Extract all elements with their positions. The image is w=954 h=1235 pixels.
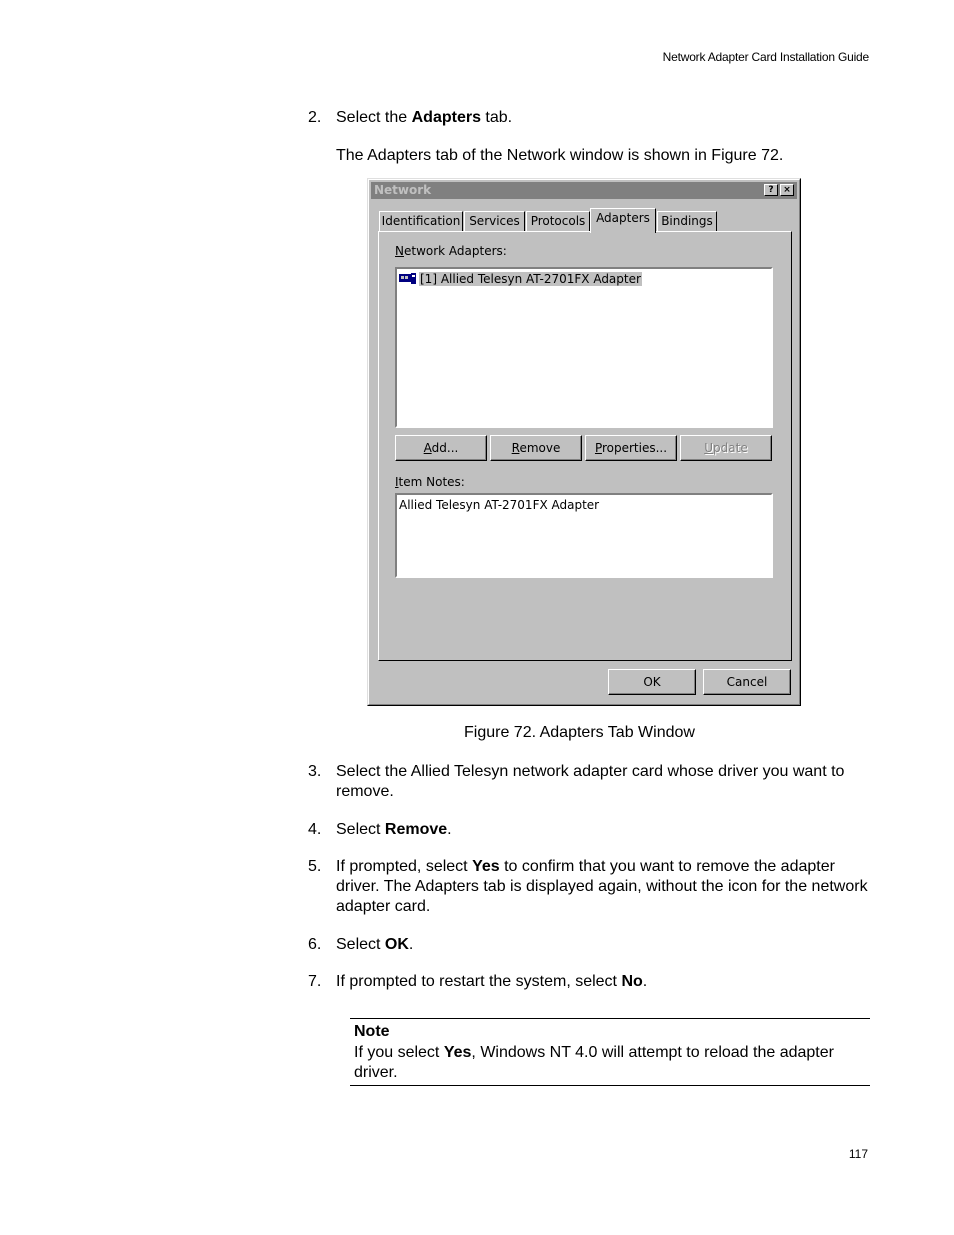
- item-notes-label: Item Notes:: [395, 475, 465, 489]
- step-number: 5.: [308, 858, 322, 875]
- step-text: Select Remove.: [336, 821, 452, 838]
- item-notes-text: Allied Telesyn AT-2701FX Adapter: [399, 498, 600, 512]
- properties-button[interactable]: Properties...: [585, 435, 677, 461]
- adapter-name: [1] Allied Telesyn AT-2701FX Adapter: [420, 272, 641, 286]
- step-2-description: The Adapters tab of the Network window is shown in Figure 72.: [336, 147, 784, 164]
- remove-button[interactable]: Remove: [490, 435, 582, 461]
- window-title: Network: [374, 183, 432, 197]
- figure-caption: Figure 72. Adapters Tab Window: [464, 724, 695, 741]
- step-text: Select OK.: [336, 936, 414, 953]
- tab-bindings[interactable]: Bindings: [657, 211, 717, 231]
- add-button[interactable]: Add...: [395, 435, 487, 461]
- step-number: 6.: [308, 936, 322, 953]
- running-header: Network Adapter Card Installation Guide: [662, 50, 869, 64]
- step-text: If prompted to restart the system, select No.: [336, 973, 648, 990]
- tab-identification[interactable]: Identification: [379, 211, 463, 231]
- page-number: 117: [848, 1147, 868, 1161]
- tab-protocols[interactable]: Protocols: [526, 211, 590, 231]
- network-adapters-list[interactable]: [395, 267, 773, 428]
- step-number: 4.: [308, 821, 322, 838]
- window-titlebar[interactable]: [371, 182, 797, 199]
- update-button: Update: [680, 435, 772, 461]
- step-text: If prompted, select Yes to confirm that you want to remove the adapter driver. The Adapters tab is displayed again, without the icon for the network adapter card.: [336, 858, 868, 915]
- tab-adapters[interactable]: Adapters: [590, 208, 656, 233]
- list-item-adapter[interactable]: [399, 271, 642, 287]
- step-text: Select the Allied Telesyn network adapter card whose driver you want to remove.: [336, 763, 845, 800]
- help-button[interactable]: ?: [764, 184, 778, 196]
- close-button[interactable]: ×: [780, 184, 794, 196]
- step-number: 3.: [308, 763, 322, 780]
- note-title: Note: [354, 1023, 390, 1040]
- item-notes-box: [395, 493, 773, 578]
- tab-services[interactable]: Services: [464, 211, 525, 231]
- step-number: 7.: [308, 973, 322, 990]
- note-box: [350, 1018, 870, 1086]
- network-window: [367, 178, 801, 706]
- step-number: 2.: [308, 109, 322, 126]
- network-adapters-label: Network Adapters:: [395, 244, 507, 258]
- step-text: Select the Adapters tab.: [336, 109, 513, 126]
- cancel-button[interactable]: Cancel: [703, 669, 791, 695]
- network-card-icon: [399, 273, 417, 285]
- note-body: If you select Yes, Windows NT 4.0 will attempt to reload the adapter driver.: [354, 1044, 834, 1081]
- ok-button[interactable]: OK: [608, 669, 696, 695]
